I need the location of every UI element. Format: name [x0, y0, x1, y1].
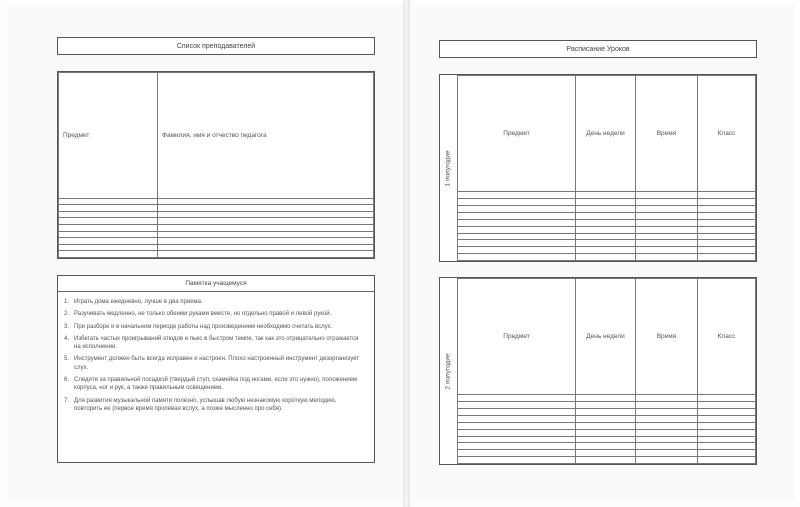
- memo-list: [64, 298, 366, 417]
- table-cell[interactable]: [576, 219, 636, 226]
- table-cell[interactable]: [59, 198, 158, 205]
- table-cell[interactable]: [636, 409, 698, 416]
- table-cell[interactable]: [458, 457, 576, 464]
- schedule-semester-1: [439, 74, 757, 262]
- table-cell[interactable]: [458, 443, 576, 450]
- table-row: [458, 233, 756, 240]
- memo-item-text: Играть дома ежедневно, лучше в два приема.: [74, 299, 203, 305]
- table-cell[interactable]: [698, 192, 756, 199]
- schedule-semester-2: [439, 277, 757, 465]
- table-cell[interactable]: [698, 254, 756, 261]
- table-row: [458, 199, 756, 206]
- table-cell[interactable]: [636, 254, 698, 261]
- table-cell[interactable]: [458, 395, 576, 402]
- table-cell[interactable]: [576, 226, 636, 233]
- memo-item-number: 3.: [64, 323, 70, 330]
- teachers-title-text: Список преподавателей: [176, 42, 256, 50]
- schedule-1-header: [458, 76, 756, 192]
- table-cell[interactable]: [636, 213, 698, 220]
- table-row: [458, 422, 756, 429]
- table-cell[interactable]: [698, 402, 756, 409]
- table-row: [59, 198, 374, 205]
- table-row: [458, 429, 756, 436]
- header-time: Время: [636, 279, 698, 395]
- table-row: [458, 409, 756, 416]
- table-row: [458, 443, 756, 450]
- table-row: [59, 218, 374, 225]
- table-cell[interactable]: [576, 436, 636, 443]
- header-weekday: День недели: [576, 279, 636, 395]
- table-cell[interactable]: [576, 402, 636, 409]
- table-cell[interactable]: [59, 238, 158, 245]
- table-cell[interactable]: [458, 409, 576, 416]
- table-cell[interactable]: [458, 450, 576, 457]
- table-cell[interactable]: [576, 422, 636, 429]
- table-cell[interactable]: [458, 233, 576, 240]
- memo-item: [64, 310, 366, 318]
- table-row: [59, 244, 374, 251]
- header-weekday: День недели: [576, 76, 636, 192]
- table-cell[interactable]: [576, 206, 636, 213]
- table-cell[interactable]: [576, 213, 636, 220]
- table-cell[interactable]: [636, 395, 698, 402]
- memo-box: [57, 275, 375, 463]
- memo-item: [64, 298, 366, 306]
- table-cell[interactable]: [59, 218, 158, 225]
- table-cell[interactable]: [698, 422, 756, 429]
- table-row: [458, 240, 756, 247]
- memo-item-number: 2.: [64, 311, 70, 318]
- table-cell[interactable]: [59, 251, 158, 258]
- table-cell[interactable]: [698, 240, 756, 247]
- table-cell[interactable]: [458, 199, 576, 206]
- teachers-table: [57, 71, 375, 259]
- memo-item-number: 6.: [64, 377, 70, 384]
- table-cell[interactable]: [458, 247, 576, 254]
- memo-item-text: Избегать частых проигрываний этюдов и пьес в быстром темпе, так как это отрицательно отражается на исполнении.: [74, 335, 359, 351]
- table-cell[interactable]: [636, 450, 698, 457]
- table-cell[interactable]: [636, 416, 698, 423]
- table-cell[interactable]: [636, 436, 698, 443]
- table-cell[interactable]: [158, 231, 374, 238]
- table-cell[interactable]: [158, 251, 374, 258]
- table-row: [458, 219, 756, 226]
- table-cell[interactable]: [698, 395, 756, 402]
- table-cell[interactable]: [576, 199, 636, 206]
- table-cell[interactable]: [576, 429, 636, 436]
- table-cell[interactable]: [636, 422, 698, 429]
- table-cell[interactable]: [458, 192, 576, 199]
- table-row: [458, 436, 756, 443]
- memo-item: [64, 376, 366, 393]
- table-cell[interactable]: [458, 206, 576, 213]
- table-cell[interactable]: [636, 402, 698, 409]
- table-cell[interactable]: [698, 226, 756, 233]
- table-cell[interactable]: [636, 240, 698, 247]
- table-cell[interactable]: [698, 416, 756, 423]
- table-cell[interactable]: [636, 457, 698, 464]
- table-cell[interactable]: [458, 213, 576, 220]
- table-cell[interactable]: [158, 205, 374, 212]
- table-cell[interactable]: [158, 224, 374, 231]
- table-cell[interactable]: [698, 436, 756, 443]
- table-cell[interactable]: [576, 240, 636, 247]
- teachers-table-header: [59, 73, 374, 199]
- table-cell[interactable]: [698, 247, 756, 254]
- table-cell[interactable]: [636, 226, 698, 233]
- header-subject: Предмет: [458, 279, 576, 395]
- table-row: [458, 395, 756, 402]
- table-cell[interactable]: [59, 211, 158, 218]
- table-cell[interactable]: [698, 199, 756, 206]
- memo-item-text: Инструмент должен быть всегда исправен и настроен. Плохо настроенный инструмент дезорганизует слух.: [74, 356, 360, 371]
- memo-item-number: 4.: [64, 335, 70, 342]
- table-cell[interactable]: [458, 422, 576, 429]
- semester-1-label: 1 полугодие: [440, 75, 458, 261]
- table-cell[interactable]: [576, 192, 636, 199]
- table-row: [458, 402, 756, 409]
- table-row: [59, 205, 374, 212]
- table-row: [59, 224, 374, 231]
- table-cell[interactable]: [698, 457, 756, 464]
- table-row: [59, 231, 374, 238]
- memo-item: [64, 397, 366, 414]
- memo-item-number: 1.: [64, 299, 70, 305]
- schedule-title-text: Расписание Уроков: [566, 45, 630, 53]
- table-cell[interactable]: [698, 213, 756, 220]
- table-cell[interactable]: [158, 198, 374, 205]
- table-cell[interactable]: [698, 450, 756, 457]
- table-cell[interactable]: [636, 219, 698, 226]
- table-cell[interactable]: [59, 231, 158, 238]
- table-cell[interactable]: [458, 402, 576, 409]
- table-row: [458, 206, 756, 213]
- table-cell[interactable]: [576, 443, 636, 450]
- table-row: [458, 192, 756, 199]
- table-cell[interactable]: [576, 233, 636, 240]
- table-cell[interactable]: [636, 247, 698, 254]
- table-cell[interactable]: [458, 254, 576, 261]
- table-cell[interactable]: [458, 436, 576, 443]
- table-row: [59, 238, 374, 245]
- memo-item-text: При разборе и в начальном периоде работы над произведением необходимо считать вслух.: [74, 323, 333, 330]
- table-cell[interactable]: [636, 206, 698, 213]
- table-cell[interactable]: [458, 416, 576, 423]
- table-cell[interactable]: [698, 233, 756, 240]
- table-row: [458, 416, 756, 423]
- table-cell[interactable]: [636, 192, 698, 199]
- table-cell[interactable]: [698, 206, 756, 213]
- table-cell[interactable]: [576, 416, 636, 423]
- table-cell[interactable]: [698, 409, 756, 416]
- teachers-title: [57, 37, 375, 55]
- table-cell[interactable]: [636, 443, 698, 450]
- header-subject: Предмет: [59, 73, 158, 199]
- page-gutter: [403, 0, 410, 507]
- memo-title: Памятка учащемуся: [58, 276, 374, 292]
- table-cell[interactable]: [636, 199, 698, 206]
- table-row: [458, 226, 756, 233]
- memo-item: [64, 323, 366, 331]
- table-row: [458, 247, 756, 254]
- table-cell[interactable]: [576, 247, 636, 254]
- table-cell[interactable]: [576, 450, 636, 457]
- table-cell[interactable]: [698, 443, 756, 450]
- table-row: [59, 251, 374, 258]
- table-cell[interactable]: [576, 409, 636, 416]
- table-cell[interactable]: [458, 219, 576, 226]
- table-cell[interactable]: [59, 244, 158, 251]
- header-time: Время: [636, 76, 698, 192]
- table-cell[interactable]: [576, 254, 636, 261]
- table-cell[interactable]: [576, 395, 636, 402]
- table-row: [458, 450, 756, 457]
- table-cell[interactable]: [458, 226, 576, 233]
- table-cell[interactable]: [636, 429, 698, 436]
- table-cell[interactable]: [458, 240, 576, 247]
- table-cell[interactable]: [636, 233, 698, 240]
- table-row: [59, 211, 374, 218]
- memo-item-number: 7.: [64, 397, 70, 404]
- semester-2-label: 2 полугодие: [440, 278, 458, 464]
- table-cell[interactable]: [59, 205, 158, 212]
- table-cell[interactable]: [158, 211, 374, 218]
- memo-item-number: 5.: [64, 356, 70, 363]
- table-cell[interactable]: [698, 429, 756, 436]
- table-cell[interactable]: [698, 219, 756, 226]
- memo-item-text: Для развития музыкальной памяти полезно, услышав любую незнакомую короткую мелодию, повторить ее (первое время пропевая вслух, а позже мысленно про себя).: [74, 397, 337, 412]
- memo-item: [64, 355, 366, 372]
- table-row: [458, 457, 756, 464]
- table-row: [458, 213, 756, 220]
- memo-item-text: Следите за правильной посадкой (твердый стул, скамейка под ногами, если это нужно), положением корпуса, ног и рук, а также правильным освещением.: [74, 377, 358, 392]
- table-cell[interactable]: [59, 224, 158, 231]
- header-subject: Предмет: [458, 76, 576, 192]
- table-cell[interactable]: [458, 429, 576, 436]
- header-class: Класс: [698, 76, 756, 192]
- header-teacher-name: Фамилия, имя и отчество педагога: [158, 73, 374, 199]
- table-row: [458, 254, 756, 261]
- table-cell[interactable]: [158, 244, 374, 251]
- memo-item-text: Разучивать медленно, не только обеими руками вместе, но отдельно правой и левой рукой.: [74, 311, 332, 318]
- table-cell[interactable]: [158, 238, 374, 245]
- memo-item: [64, 335, 366, 352]
- header-class: Класс: [698, 279, 756, 395]
- schedule-title: [439, 40, 757, 58]
- schedule-2-header: [458, 279, 756, 395]
- table-cell[interactable]: [158, 218, 374, 225]
- table-cell[interactable]: [576, 457, 636, 464]
